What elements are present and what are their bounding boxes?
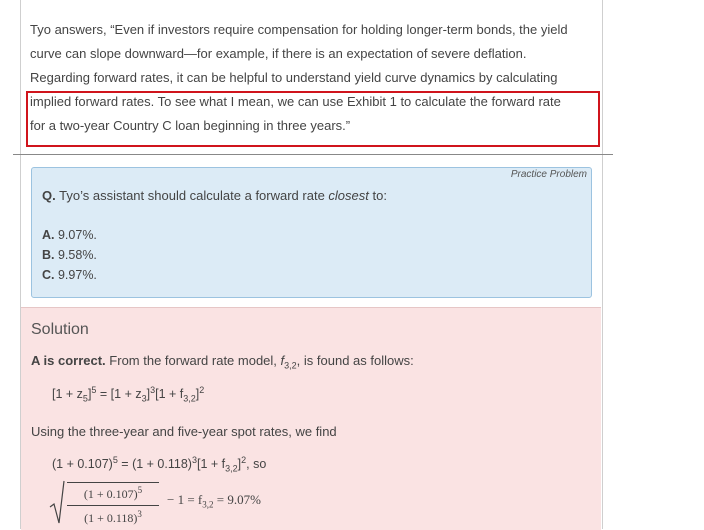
question-emphasis: closest [328,188,369,203]
eq2-c-sub: 3,2 [225,463,238,474]
solution-intro [31,353,414,371]
intro-var: f [280,353,285,368]
passage-line: Tyo answers, “Even if investors require compensation for holding longer-term bonds, the yield [30,22,568,37]
fraction-denominator [67,506,159,526]
passage-line: for a two-year Country C loan beginning in three years.” [30,118,351,133]
question-body: Tyo’s assistant should calculate a forward rate [59,188,329,203]
equation-forward-rate [49,479,269,525]
eq1-rhs-sup: 2 [199,385,205,395]
passage-line: curve can slope downward—for example, if there is an expectation of severe deflation. [30,46,527,61]
passage-line: implied forward rates. To see what I mean, we can use Exhibit 1 to calculate the forward rate [30,94,561,109]
equation-result [167,492,261,510]
option-letter: A. [42,228,55,242]
correct-label: A is correct. [31,353,106,368]
practice-problem-box [31,167,592,298]
option-a[interactable] [42,225,97,245]
practice-problem-tag: Practice Problem [510,169,587,180]
eq1-lhs-sup: 5 [91,385,97,395]
eq1-rhs-sub: 3,2 [183,393,196,404]
eq2-c: [1 + f [196,457,226,472]
answer-options [42,225,97,285]
equation-spot-rates: $(1 + 0.107)^5 = (1 + 0.118)^3[1 + f_{3,2}]^2$, so [52,455,267,474]
eq1-mid: = [1 + z [96,387,142,402]
option-text: 9.07%. [57,228,97,242]
option-letter: B. [42,248,55,262]
question-text [42,188,387,203]
eq2-c-sup: 2 [241,455,247,465]
denominator-sup: 3 [137,509,142,519]
fraction-numerator [67,483,159,506]
equation-forward-model: $[1 + z_5]^5 = [1 + z_3]^3[1 + f_{3,2}]^2$ [52,385,205,404]
intro-sub: 3,2 [284,360,297,371]
eq1-rhs: [1 + f [155,387,184,402]
option-c[interactable] [42,265,97,285]
numerator-text: (1 + 0.107) [83,487,138,501]
eq2-b-sup: 3 [191,455,197,465]
intro-end: , is found as follows: [296,353,414,368]
eq2-a: (1 + 0.107) [52,457,113,472]
eq2-b: = (1 + 0.118) [117,457,192,472]
option-text: 9.97%. [57,268,97,282]
solution-title: Solution [31,321,89,338]
denominator-text: (1 + 0.118) [84,511,138,525]
solution-box [21,307,601,530]
eq1-lhs: [1 + z [52,387,83,402]
passage-line: Regarding forward rates, it can be helpful to understand yield curve dynamics by calculating [30,70,558,85]
eq1-mid-sup: 3 [150,385,156,395]
question-suffix: to: [368,188,387,203]
option-letter: C. [42,268,55,282]
result-sub: 3,2 [202,499,214,510]
eq2-a-sup: 5 [112,455,118,465]
numerator-sup: 5 [137,485,143,495]
eq2-tail: , so [246,457,267,472]
result-pre: − 1 = f [167,492,203,507]
section-divider [13,154,613,155]
option-text: 9.58%. [57,248,97,262]
radical-sign [49,479,65,525]
option-b[interactable] [42,245,97,265]
question-prefix: Q. [42,188,56,203]
result-value: = 9.07% [213,492,261,507]
fraction [67,482,159,526]
using-text: Using the three-year and five-year spot rates, we find [31,424,337,439]
eq1-lhs-sub: 5 [82,393,88,404]
eq1-mid-sub: 3 [141,393,147,404]
highlight-box [26,91,600,147]
intro-text: From the forward rate model, [109,353,281,368]
